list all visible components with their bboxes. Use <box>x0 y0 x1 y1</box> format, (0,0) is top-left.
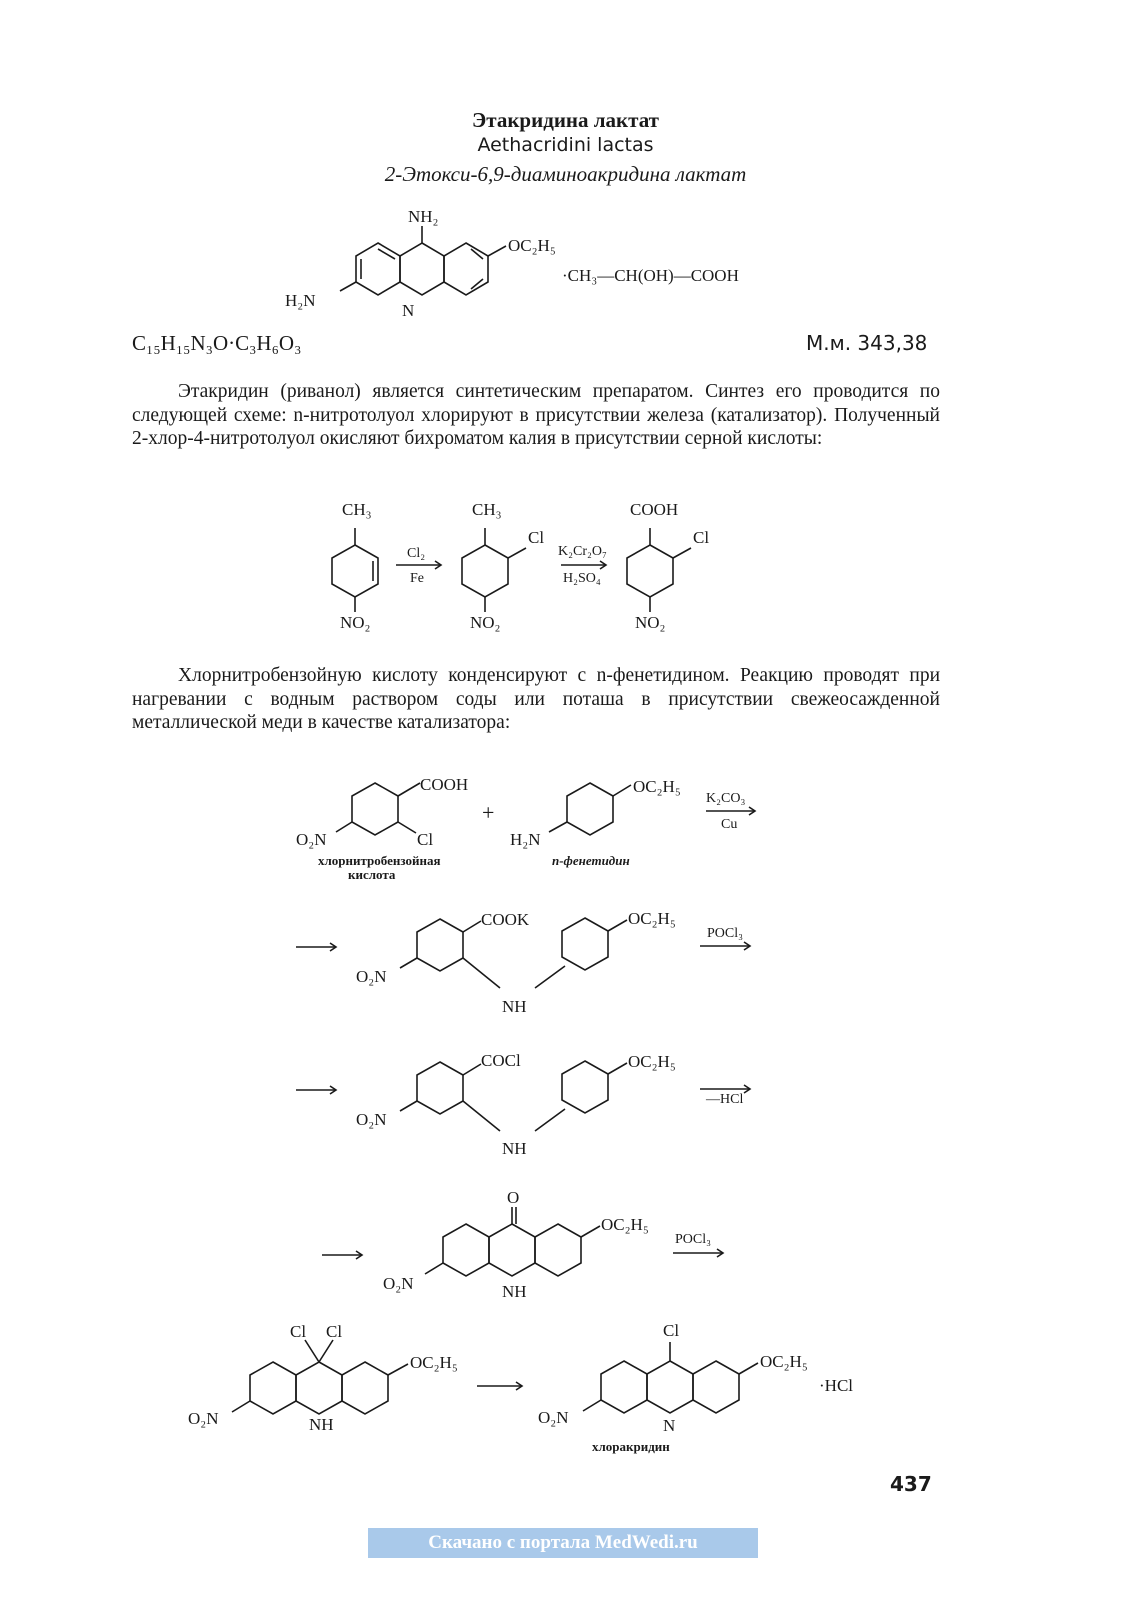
molar-mass: М.м. 343,38 <box>806 331 928 355</box>
scheme2-rings <box>232 783 758 1414</box>
reagent-pocl3-2: POCl₃ <box>675 1232 712 1247</box>
reagent-pocl3-1: POCl₃ <box>707 926 744 941</box>
label-nh-c: NH <box>502 997 527 1016</box>
label-o2n-a: O₂N <box>296 830 327 849</box>
page-title: Этакридина лактат <box>472 108 659 132</box>
reagent-cl2: Cl₂ <box>407 546 426 561</box>
scheme1-rings <box>332 528 691 612</box>
chemical-name: 2-Этокси-6,9-диаминоакридина лактат <box>384 162 747 186</box>
label-nh2: NH₂ <box>408 207 439 226</box>
label-n: N <box>402 301 415 320</box>
reagent-fe: Fe <box>410 571 424 586</box>
latin-title: Aethacridini lactas <box>477 134 654 156</box>
reagent-minus-hcl: —HCl <box>706 1092 744 1107</box>
label-cl-f1: Cl <box>290 1322 307 1341</box>
label-cl-f2: Cl <box>326 1322 343 1341</box>
label-cl-2: Cl <box>528 528 545 547</box>
label-no2-3: NO₂ <box>635 613 666 632</box>
download-banner[interactable]: Скачано с портала MedWedi.ru <box>368 1528 758 1558</box>
label-ch3-2: CH₃ <box>472 500 502 519</box>
paragraph-condensation: Хлорнитробензойную кислоту конденсируют с n-фенетидином. Реакцию проводят при нагревании с водным раствором соды или поташа в присутствии свежеосажденной металлической меди в качестве катализатора: <box>132 665 940 733</box>
label-ch3-1: CH₃ <box>342 500 372 519</box>
label-o2n-e: O₂N <box>383 1274 414 1293</box>
label-cooh-a: COOH <box>420 775 469 794</box>
label-o2n-g: O₂N <box>538 1408 569 1427</box>
name-phenetidine: n-фенетидин <box>552 853 630 868</box>
label-oc2h5: OC₂H₅ <box>508 236 556 255</box>
reagent-k2co3: K₂CO₃ <box>706 791 746 806</box>
paragraph-synthesis: Этакридин (риванол) является синтетическим препаратом. Синтез его проводится по следующей схеме: n-нитротолуол хлорируют в присутствии железа (катализатор). Полученный 2-хлор-4-нитротолуол окисляют бихроматом калия в присутствии серной кислоты: <box>132 381 940 449</box>
label-o2n-c: O₂N <box>356 967 387 986</box>
label-cook: COOK <box>481 910 530 929</box>
label-cl-g: Cl <box>663 1321 680 1340</box>
label-h2n: H₂N <box>285 291 316 310</box>
label-h2n-b: H₂N <box>510 830 541 849</box>
label-oc2h5-b: OC₂H₅ <box>633 777 681 796</box>
reagent-h2so4: H₂SO₄ <box>563 571 601 586</box>
label-oc2h5-c: OC₂H₅ <box>628 909 676 928</box>
acridine-structure <box>340 226 506 295</box>
label-cl-a: Cl <box>417 830 434 849</box>
label-cocl: COCl <box>481 1051 521 1070</box>
label-cooh-3: COOH <box>630 500 679 519</box>
label-no2-1: NO₂ <box>340 613 371 632</box>
label-no2-2: NO₂ <box>470 613 501 632</box>
label-oc2h5-e: OC₂H₅ <box>601 1215 649 1234</box>
page-number: 437 <box>890 1472 932 1496</box>
plus-sign: + <box>482 800 495 825</box>
label-oc2h5-g: OC₂H₅ <box>760 1352 808 1371</box>
label-oc2h5-f: OC₂H₅ <box>410 1353 458 1372</box>
reagent-k2cr2o7: K₂Cr₂O₇ <box>558 544 607 559</box>
label-hcl-salt: ·HCl <box>819 1376 853 1395</box>
label-nh-d: NH <box>502 1139 527 1158</box>
name-chloronitrobenzoic-1: хлорнитробензойная <box>318 853 441 868</box>
label-n-g: N <box>663 1416 676 1435</box>
label-lactate: ·CH₃—CH(OH)—COOH <box>562 266 739 285</box>
molecular-formula: C₁₅H₁₅N₃O·C₃H₆O₃ <box>132 331 302 355</box>
label-nh-f: NH <box>309 1415 334 1434</box>
name-chloronitrobenzoic-2: кислота <box>348 867 396 882</box>
label-cl-3: Cl <box>693 528 710 547</box>
reagent-cu: Cu <box>721 817 738 832</box>
label-nh-e: NH <box>502 1282 527 1301</box>
label-oc2h5-d: OC₂H₅ <box>628 1052 676 1071</box>
label-o2n-d: O₂N <box>356 1110 387 1129</box>
label-o2n-f: O₂N <box>188 1409 219 1428</box>
name-chloroacridine: хлоракридин <box>592 1439 670 1454</box>
label-o: O <box>507 1188 520 1207</box>
